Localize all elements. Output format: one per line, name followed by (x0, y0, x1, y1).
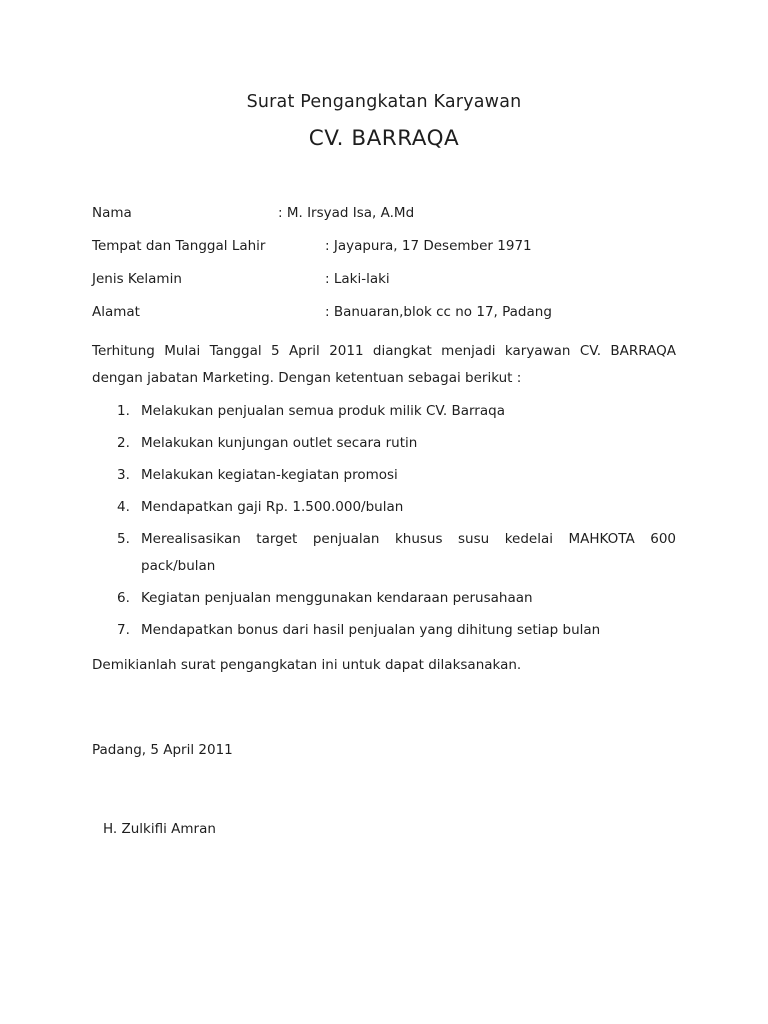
item-text: Merealisasikan target penjualan khusus susu kedelai MAHKOTA 600 pack/bulan (141, 531, 676, 574)
intro-paragraph: Terhitung Mulai Tanggal 5 April 2011 diangkat menjadi karyawan CV. BARRAQA dengan jabatan Marketing. Dengan ketentuan sebagai berikut : (92, 343, 676, 386)
item-number: 4. (117, 499, 130, 515)
place-date: Padang, 5 April 2011 (92, 742, 233, 758)
company-name: CV. BARRAQA (308, 126, 460, 151)
field-row-tempat-tanggal-lahir (92, 239, 676, 253)
field-label: Jenis Kelamin (92, 271, 182, 287)
item-number: 2. (117, 435, 130, 451)
field-label: Alamat (92, 304, 140, 320)
field-value: : Jayapura, 17 Desember 1971 (325, 238, 532, 254)
item-text: Mendapatkan gaji Rp. 1.500.000/bulan (141, 499, 404, 515)
field-row-alamat (92, 305, 676, 319)
list-item (92, 398, 676, 425)
signatory-name: H. Zulkifli Amran (103, 821, 216, 837)
item-number: 7. (117, 622, 130, 638)
list-item (92, 585, 676, 612)
terms-list (92, 398, 676, 644)
field-value: : Laki-laki (325, 271, 390, 287)
identity-fields (92, 206, 676, 319)
field-label: Tempat dan Tanggal Lahir (92, 238, 266, 254)
item-text: Melakukan kegiatan-kegiatan promosi (141, 467, 398, 483)
list-item (92, 462, 676, 489)
closing-paragraph: Demikianlah surat pengangkatan ini untuk dapat dilaksanakan. (92, 657, 522, 673)
item-number: 3. (117, 467, 130, 483)
item-number: 1. (117, 403, 130, 419)
field-label: Nama (92, 205, 132, 221)
item-text: Mendapatkan bonus dari hasil penjualan yang dihitung setiap bulan (141, 622, 601, 638)
field-value: : M. Irsyad Isa, A.Md (278, 205, 415, 221)
list-item (92, 526, 676, 580)
list-item (92, 617, 676, 644)
item-number: 6. (117, 590, 130, 606)
field-value: : Banuaran,blok cc no 17, Padang (325, 304, 552, 320)
list-item (92, 494, 676, 521)
page-title: Surat Pengangkatan Karyawan (246, 92, 522, 112)
item-number: 5. (117, 531, 130, 547)
field-row-jenis-kelamin (92, 272, 676, 286)
item-text: Kegiatan penjualan menggunakan kendaraan perusahaan (141, 590, 533, 606)
list-item (92, 430, 676, 457)
field-row-nama (92, 206, 676, 220)
item-text: Melakukan penjualan semua produk milik CV. Barraqa (141, 403, 505, 419)
item-text: Melakukan kunjungan outlet secara rutin (141, 435, 418, 451)
